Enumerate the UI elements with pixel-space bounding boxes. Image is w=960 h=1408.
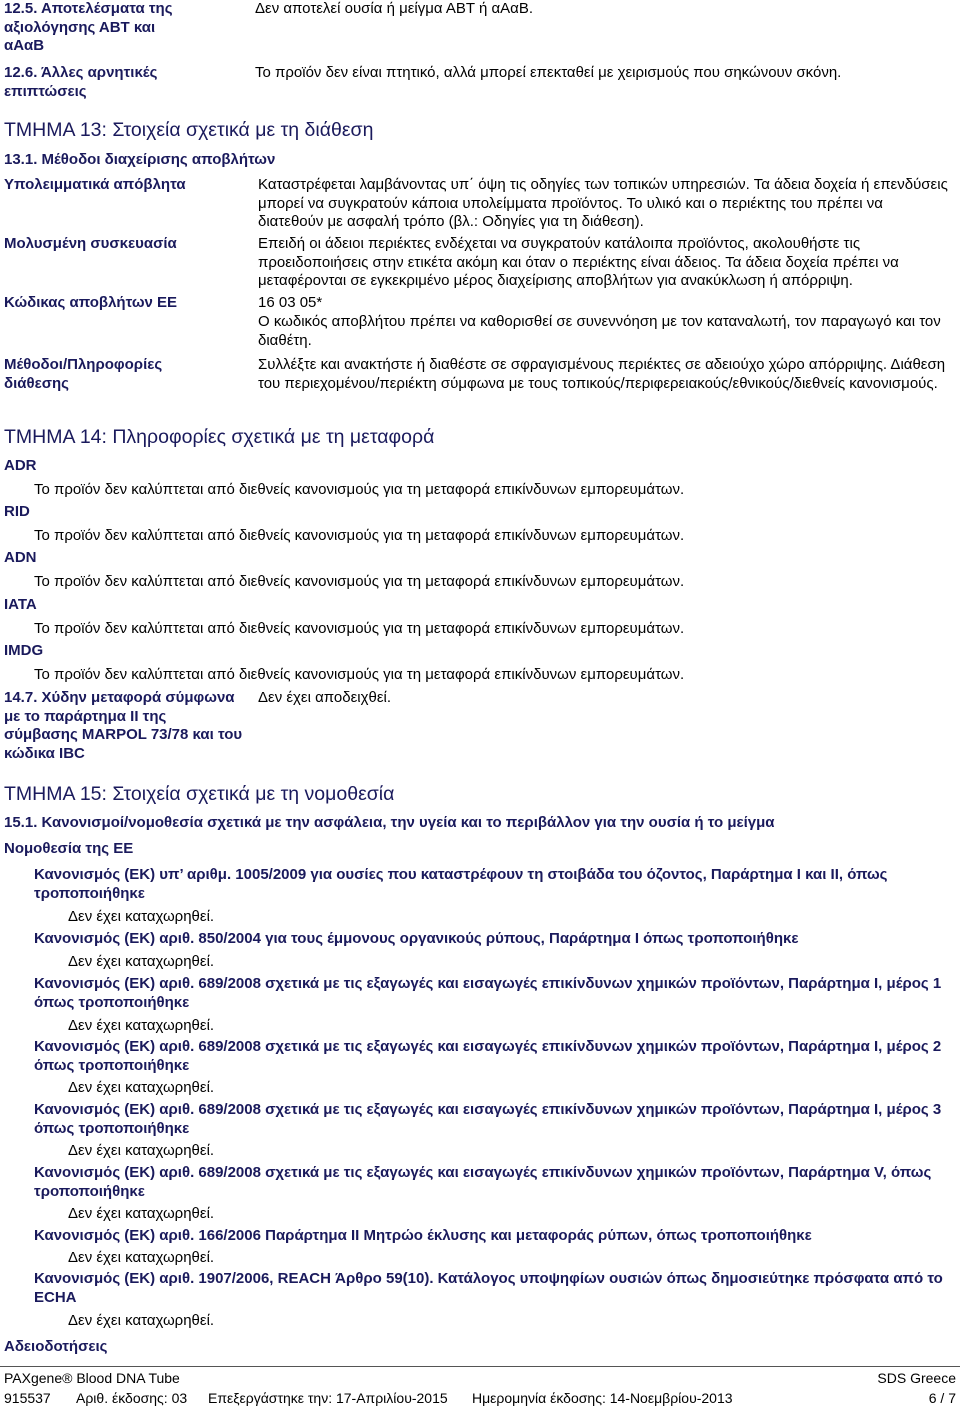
reg-title: Κανονισμός (ΕΚ) αριθ. 166/2006 Παράρτημα II Μητρώο έκλυσης και μεταφοράς ρύπων, όπως τροποποιήθηκε: [34, 1227, 812, 1244]
rid-text: Το προϊόν δεν καλύπτεται από διεθνείς κανονισμούς για τη μεταφορά επικίνδυνων εμπορευμάτων.: [34, 527, 685, 544]
reg-title: Κανονισμός (ΕΚ) υπ’ αριθμ. 1005/2009 για ουσίες που καταστρέφουν τη στοιβάδα του όζοντος, Παράρτημα I και II, όπως τροποποιήθηκε: [34, 866, 888, 902]
reg-status: Δεν έχει καταχωρηθεί.: [68, 953, 215, 970]
s14-7-value: Δεν έχει αποδειχθεί.: [258, 689, 392, 706]
reg-status: Δεν έχει καταχωρηθεί.: [68, 1079, 215, 1096]
iata-text: Το προϊόν δεν καλύπτεται από διεθνείς κανονισμούς για τη μεταφορά επικίνδυνων εμπορευμάτων.: [34, 620, 685, 637]
eu-waste-code-note: Ο κωδικός αποβλήτου πρέπει να καθορισθεί σε συνεννόηση με τον καταναλωτή, τον παραγωγό και τον διαθέτη.: [258, 313, 941, 349]
footer-version: Αριθ. έκδοσης: 03: [76, 1390, 188, 1406]
reg-title: Κανονισμός (ΕΚ) αριθ. 689/2008 σχετικά με τις εξαγωγές και εισαγωγές επικίνδυνων χημικών προϊόντων, Παράρτημα I, μέρος 2 όπως τροποποιήθηκε: [34, 1038, 942, 1074]
eu-legislation-heading: Νομοθεσία της ΕΕ: [4, 840, 134, 857]
imdg-label: IMDG: [4, 642, 44, 659]
residual-waste-value: Καταστρέφεται λαμβάνοντας υπ΄ όψη τις οδηγίες των τοπικών υπηρεσιών. Τα άδεια δοχεία ή επενδύσεις μπορεί να συγκρατούν κάποια υπολείμματα προϊόντος. Το υλικό και ο περιέκτης του πρέπει να διατεθούν με ασφαλή τρόπο (βλ.: Οδηγίες για τη διάθεση).: [258, 176, 948, 230]
reg-title: Κανονισμός (ΕΚ) αριθ. 689/2008 σχετικά με τις εξαγωγές και εισαγωγές επικίνδυνων χημικών προϊόντων, Παράρτημα I, μέρος 3 όπως τροποποιήθηκε: [34, 1101, 942, 1137]
footer-divider: [0, 1366, 960, 1367]
adr-text: Το προϊόν δεν καλύπτεται από διεθνείς κανονισμούς για τη μεταφορά επικίνδυνων εμπορευμάτων.: [34, 481, 685, 498]
eu-waste-code-value: 16 03 05*: [258, 294, 323, 311]
reg-status: Δεν έχει καταχωρηθεί.: [68, 1249, 215, 1266]
adn-label: ADN: [4, 549, 37, 566]
contaminated-packaging-value: Επειδή οι άδειοι περιέκτες ενδέχεται να συγκρατούν κατάλοιπα προϊόντος, ακολουθήστε τις προειδοποιήσεις στην ετικέτα ακόμη και όταν ο περιέκτης είναι άδειος. Τα άδεια δοχεία πρέπει να μεταφέρονται σε εγκεκριμένο μέρος διαχείρισης αποβλήτων για ανακύκλωση ή απόρριψη.: [258, 235, 899, 289]
adn-text: Το προϊόν δεν καλύπτεται από διεθνείς κανονισμούς για τη μεταφορά επικίνδυνων εμπορευμάτων.: [34, 573, 685, 590]
reg-status: Δεν έχει καταχωρηθεί.: [68, 1142, 215, 1159]
footer-issued: Ημερομηνία έκδοσης: 14-Νοεμβρίου-2013: [472, 1390, 733, 1406]
authorisations-heading: Αδειοδοτήσεις: [4, 1338, 108, 1355]
reg-status: Δεν έχει καταχωρηθεί.: [68, 1017, 215, 1034]
s12-6-value: Το προϊόν δεν είναι πτητικό, αλλά μπορεί επεκταθεί με χειρισμούς που σηκώνουν σκόνη.: [255, 64, 842, 81]
reg-title: Κανονισμός (ΕΚ) αριθ. 850/2004 για τους έμμονους οργανικούς ρύπους, Παράρτημα I όπως τροποποιήθηκε: [34, 930, 799, 947]
contaminated-packaging-label: Μολυσμένη συσκευασία: [4, 235, 177, 252]
footer-page: 6 / 7: [928, 1390, 956, 1406]
imdg-text: Το προϊόν δεν καλύπτεται από διεθνείς κανονισμούς για τη μεταφορά επικίνδυνων εμπορευμάτων.: [34, 666, 685, 683]
reg-title: Κανονισμός (ΕΚ) αριθ. 689/2008 σχετικά με τις εξαγωγές και εισαγωγές επικίνδυνων χημικών προϊόντων, Παράρτημα I, μέρος 1 όπως τροποποιήθηκε: [34, 975, 942, 1011]
s12-5-label: 12.5. Αποτελέσματα της αξιολόγησης ΑΒΤ και αΑαΒ: [4, 0, 173, 54]
section-13-title: ΤΜΗΜΑ 13: Στοιχεία σχετικά με τη διάθεση: [4, 119, 374, 141]
section-14-title: ΤΜΗΜΑ 14: Πληροφορίες σχετικά με τη μεταφορά: [4, 426, 435, 448]
reg-status: Δεν έχει καταχωρηθεί.: [68, 908, 215, 925]
reg-status: Δεν έχει καταχωρηθεί.: [68, 1205, 215, 1222]
reg-title: Κανονισμός (ΕΚ) αριθ. 1907/2006, REACH Άρθρο 59(10). Κατάλογος υποψηφίων ουσιών όπως δημοσιεύτηκε πρόσφατα από το ECHA: [34, 1270, 943, 1306]
eu-waste-code-label: Κώδικας αποβλήτων ΕΕ: [4, 294, 178, 311]
section-15-1-subtitle: 15.1. Κανονισμοί/νομοθεσία σχετικά με την ασφάλεια, την υγεία και το περιβάλλον για την ουσία ή το μείγμα: [4, 814, 775, 831]
s12-5-value: Δεν αποτελεί ουσία ή μείγμα ΑΒΤ ή αΑαΒ.: [255, 0, 534, 17]
s14-7-label: 14.7. Χύδην μεταφορά σύμφωνα με το παράρτημα II της σύμβασης MARPOL 73/78 και του κώδικα IBC: [4, 689, 243, 762]
disposal-methods-label: Μέθοδοι/Πληροφορίες διάθεσης: [4, 356, 163, 392]
disposal-methods-value: Συλλέξτε και ανακτήστε ή διαθέστε σε σφραγισμένους περιέκτες σε αδειούχο χώρο απόρριψης. Διάθεση του περιεχομένου/περιέκτη σύμφωνα με τους τοπικούς/περιφερειακούς/εθνικούς/διεθνείς κανονισμούς.: [258, 356, 946, 392]
section-13-1-subtitle: 13.1. Μέθοδοι διαχείρισης αποβλήτων: [4, 151, 276, 168]
footer-doc-type: SDS Greece: [877, 1370, 956, 1386]
rid-label: RID: [4, 503, 30, 520]
reg-title: Κανονισμός (ΕΚ) αριθ. 689/2008 σχετικά με τις εξαγωγές και εισαγωγές επικίνδυνων χημικών προϊόντων, Παράρτημα V, όπως τροποποιήθηκε: [34, 1164, 932, 1200]
iata-label: IATA: [4, 596, 37, 613]
footer-revised: Επεξεργάστηκε την: 17-Απριλίου-2015: [208, 1390, 448, 1406]
section-15-title: ΤΜΗΜΑ 15: Στοιχεία σχετικά με τη νομοθεσία: [4, 783, 395, 805]
footer-code: 915537: [4, 1390, 51, 1406]
reg-status: Δεν έχει καταχωρηθεί.: [68, 1312, 215, 1329]
adr-label: ADR: [4, 457, 37, 474]
residual-waste-label: Υπολειμματικά απόβλητα: [4, 176, 186, 193]
s12-6-label: 12.6. Άλλες αρνητικές επιπτώσεις: [4, 64, 158, 100]
footer-product: PAXgene® Blood DNA Tube: [4, 1370, 180, 1386]
